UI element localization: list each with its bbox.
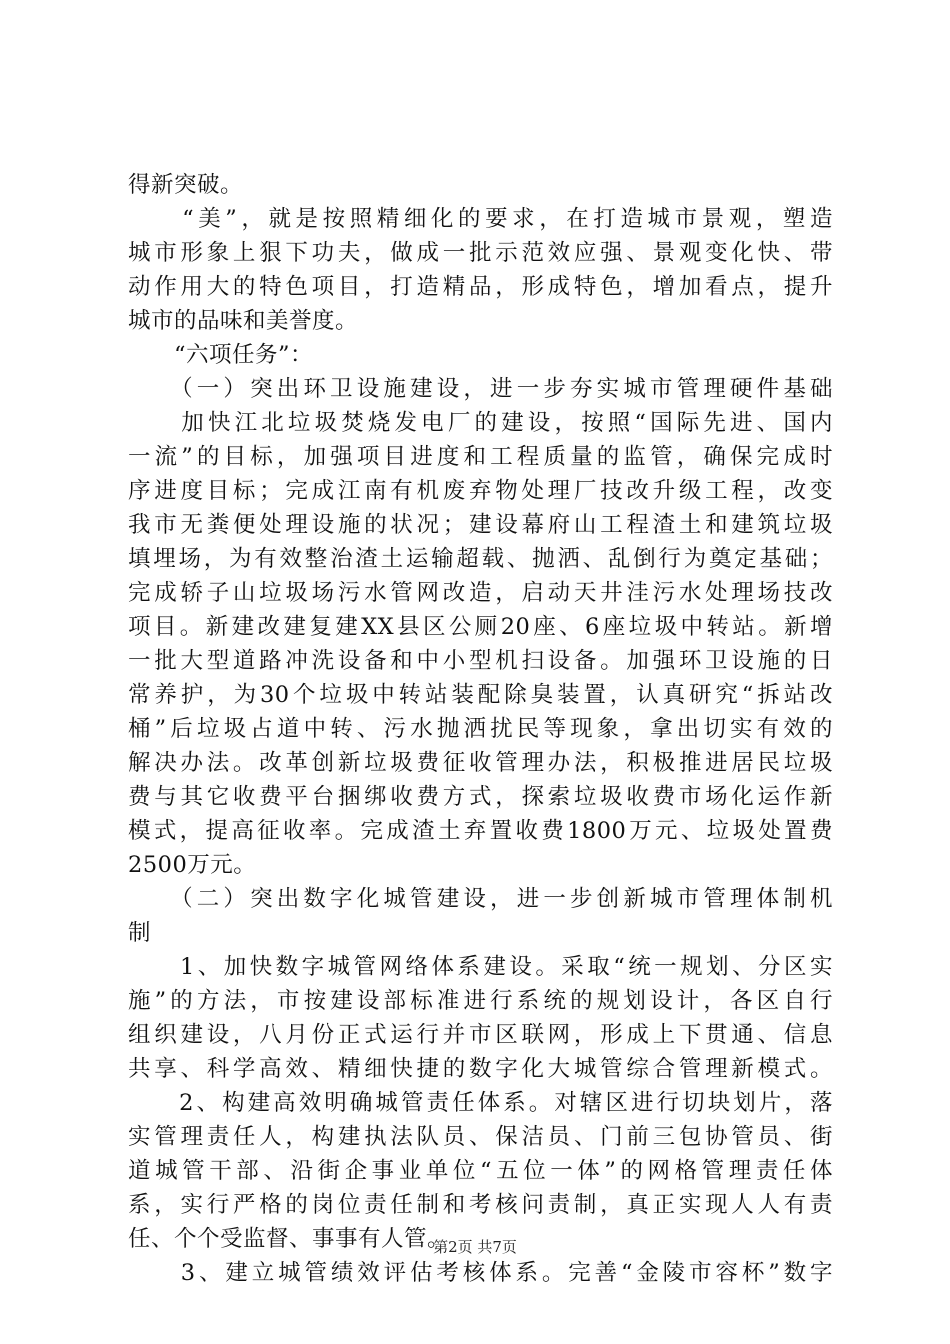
text-line: 完成轿子山垃圾场污水管网改造，启动天井洼污水处理场技改 (128, 580, 833, 606)
text-line: 3、建立城管绩效评估考核体系。完善“金陵市容杯”数字 (128, 1260, 833, 1286)
text-line: 施”的方法，市按建设部标准进行系统的规划设计，各区自行 (128, 988, 833, 1014)
text-line: 项目。新建改建复建XX县区公厕20座、6座垃圾中转站。新增 (128, 614, 833, 640)
document-body (128, 168, 833, 1290)
text-line: 解决办法。改革创新垃圾费征收管理办法，积极推进居民垃圾 (128, 750, 833, 776)
text-line: 城市的品味和美誉度。 (128, 308, 359, 334)
text-line: 2500万元。 (128, 852, 257, 878)
page-footer: 第2页 共7页 (433, 1238, 517, 1256)
text-line: 常养护，为30个垃圾中转站装配除臭装置，认真研究“拆站改 (128, 682, 833, 708)
section-heading: 制 (128, 920, 152, 946)
text-line: 桶”后垃圾占道中转、污水抛洒扰民等现象，拿出切实有效的 (128, 716, 833, 742)
text-line: 系，实行严格的岗位责任制和考核问责制，真正实现人人有责 (128, 1192, 833, 1218)
text-line: “六项任务”： (128, 342, 314, 368)
text-line: 任、个个受监督、事事有人管。 (128, 1226, 451, 1252)
section-heading: （二）突出数字化城管建设，进一步创新城市管理体制机 (128, 886, 833, 912)
text-line: 城市形象上狠下功夫，做成一批示范效应强、景观变化快、带 (128, 240, 833, 266)
text-line: 实管理责任人，构建执法队员、保洁员、门前三包协管员、街 (128, 1124, 833, 1150)
text-line: 一流”的目标，加强项目进度和工程质量的监管，确保完成时 (128, 444, 833, 470)
text-line: 共享、科学高效、精细快捷的数字化大城管综合管理新模式。 (128, 1056, 833, 1082)
text-line: 一批大型道路冲洗设备和中小型机扫设备。加强环卫设施的日 (128, 648, 833, 674)
text-line: 2、构建高效明确城管责任体系。对辖区进行切块划片，落 (128, 1090, 833, 1116)
text-line: 组织建设，八月份正式运行并市区联网，形成上下贯通、信息 (128, 1022, 833, 1048)
text-line: 1、加快数字城管网络体系建设。采取“统一规划、分区实 (128, 954, 833, 980)
section-heading: （一）突出环卫设施建设，进一步夯实城市管理硬件基础 (128, 376, 833, 402)
text-line: 加快江北垃圾焚烧发电厂的建设，按照“国际先进、国内 (128, 410, 833, 436)
text-line: 序进度目标；完成江南有机废弃物处理厂技改升级工程，改变 (128, 478, 833, 504)
text-line: 模式，提高征收率。完成渣土弃置收费1800万元、垃圾处置费 (128, 818, 833, 844)
text-line: 得新突破。 (128, 172, 244, 198)
text-line: 动作用大的特色项目，打造精品，形成特色，增加看点，提升 (128, 274, 833, 300)
text-line: 费与其它收费平台捆绑收费方式，探索垃圾收费市场化运作新 (128, 784, 833, 810)
text-line: “美”，就是按照精细化的要求，在打造城市景观，塑造 (128, 206, 833, 232)
text-line: 填埋场，为有效整治渣土运输超载、抛洒、乱倒行为奠定基础； (128, 546, 833, 572)
text-line: 道城管干部、沿街企事业单位“五位一体”的网格管理责任体 (128, 1158, 833, 1184)
text-line: 我市无粪便处理设施的状况；建设幕府山工程渣土和建筑垃圾 (128, 512, 833, 538)
